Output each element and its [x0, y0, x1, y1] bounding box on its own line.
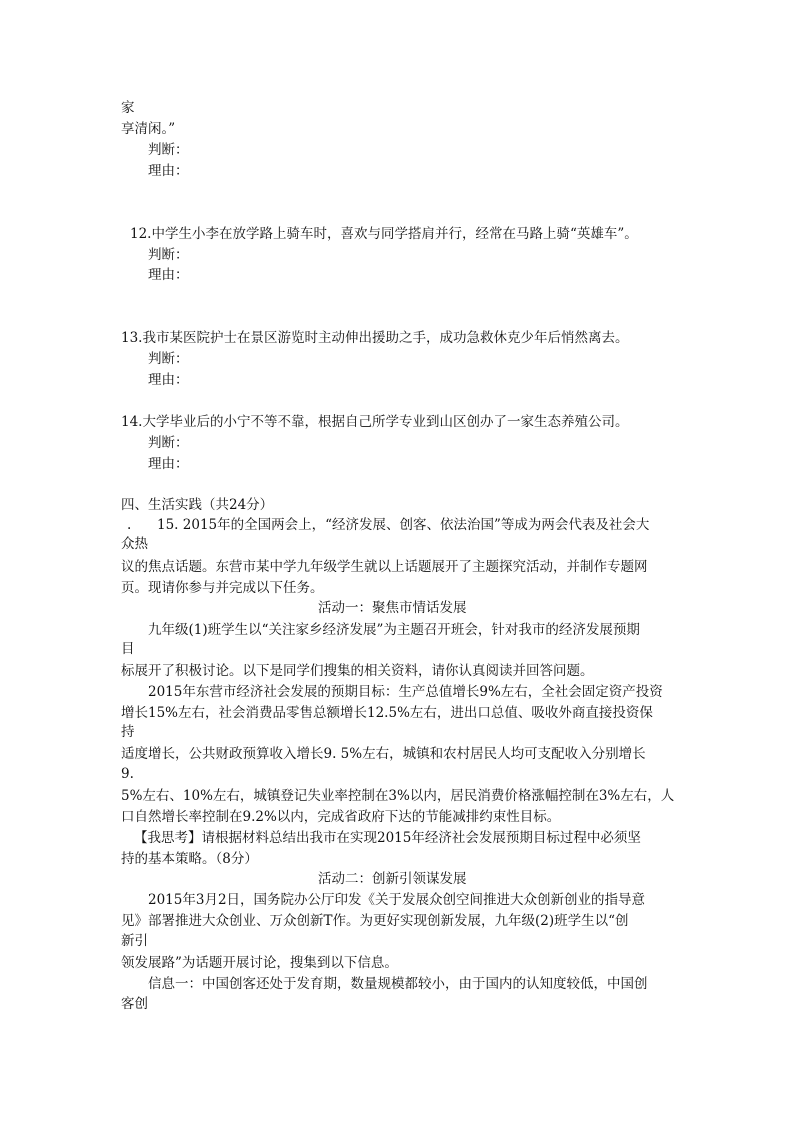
- text-line: 9.: [121, 766, 134, 782]
- text-line: 理由：: [148, 372, 189, 388]
- text-line: 众热: [121, 536, 148, 552]
- text-line: 2015年东营市经济社会发展的预期目标：生产总值增长9%左右，全社会固定资产投资: [148, 684, 663, 700]
- text-line: 判断：: [148, 247, 189, 263]
- text-line: 口自然增长率控制在9.2%以内，完成省政府下达的节能减排约束性目标。: [121, 809, 561, 825]
- text-line: 见》部署推进大众创业、万众创新T作。为更好实现创新发展，九年级(2)班学生以“创: [121, 913, 629, 929]
- text-line: 页。现请你参与并完成以下任务。: [121, 580, 324, 596]
- text-line: 理由：: [148, 163, 189, 179]
- text-line: 判断：: [148, 351, 189, 367]
- text-line: 增长15%左右，社会消费品零售总额增长12.5%左右，进出口总值、吸收外商直接投资保: [121, 705, 653, 721]
- text-line: 持: [121, 724, 135, 740]
- activity-one-title: 活动一：聚焦市情话发展: [318, 600, 467, 616]
- text-line: 持的基本策略。（8分）: [121, 851, 258, 867]
- text-line: 适度增长，公共财政预算收入增长9. 5%左右，城镇和农村居民人均可支配收入分别增长: [121, 746, 646, 762]
- question-13: 13.我市某医院护士在景区游览时主动伸出援助之手，成功急救休克少年后悄然离去。: [121, 330, 629, 346]
- text-line: 理由：: [148, 456, 189, 472]
- text-line: 目: [121, 641, 135, 657]
- question-14: 14.大学毕业后的小宁不等不靠，根据自己所学专业到山区创办了一家生态养殖公司。: [121, 414, 629, 430]
- text-line: 理由：: [148, 267, 189, 283]
- section-heading: 四、生活实践（共24分）: [121, 497, 274, 513]
- text-line: 享清闲。”: [121, 121, 176, 137]
- text-line: 【我思考】请根据材料总结出我市在实现2015年经济社会发展预期目标过程中必须坚: [134, 830, 641, 846]
- text-line: 信息一：中国创客还处于发育期，数量规模都较小，由于国内的认知度较低，中国创: [148, 976, 648, 992]
- text-line: 客创: [121, 996, 148, 1012]
- text-line: 家: [121, 100, 135, 116]
- text-line: 标展开了积极讨论。以下是同学们搜集的相关资料，请你认真阅读并回答问题。: [121, 663, 594, 679]
- activity-two-title: 活动二：创新引领谋发展: [318, 871, 467, 887]
- text-line: 议的焦点话题。东营市某中学九年级学生就以上话题展开了主题探究活动，并制作专题网: [121, 559, 648, 575]
- text-line: 新引: [121, 933, 148, 949]
- text-line: 2015年3月2日，国务院办公厅印发《关于发展众创空间推进大众创新创业的指导意: [148, 892, 646, 908]
- question-15: 15. 2015年的全国两会上，“经济发展、创客、依法治国”等成为两会代表及社会大: [157, 517, 650, 533]
- text-line: 判断：: [148, 435, 189, 451]
- text-line: 判断：: [148, 142, 189, 158]
- text-line: 领发展路”为话题开展讨论，搜集到以下信息。: [121, 955, 398, 971]
- text-line: 5%左右、10%左右，城镇登记失业率控制在3%以内，居民消费价格涨幅控制在3%左右，人: [121, 788, 675, 804]
- bullet-mark: .: [127, 517, 132, 533]
- question-12: 12.中学生小李在放学路上骑车时，喜欢与同学搭肩并行，经常在马路上骑“英雄车”。: [130, 226, 638, 242]
- text-line: 九年级(1)班学生以“关注家乡经济发展”为主题召开班会，针对我市的经济发展预期: [148, 622, 640, 638]
